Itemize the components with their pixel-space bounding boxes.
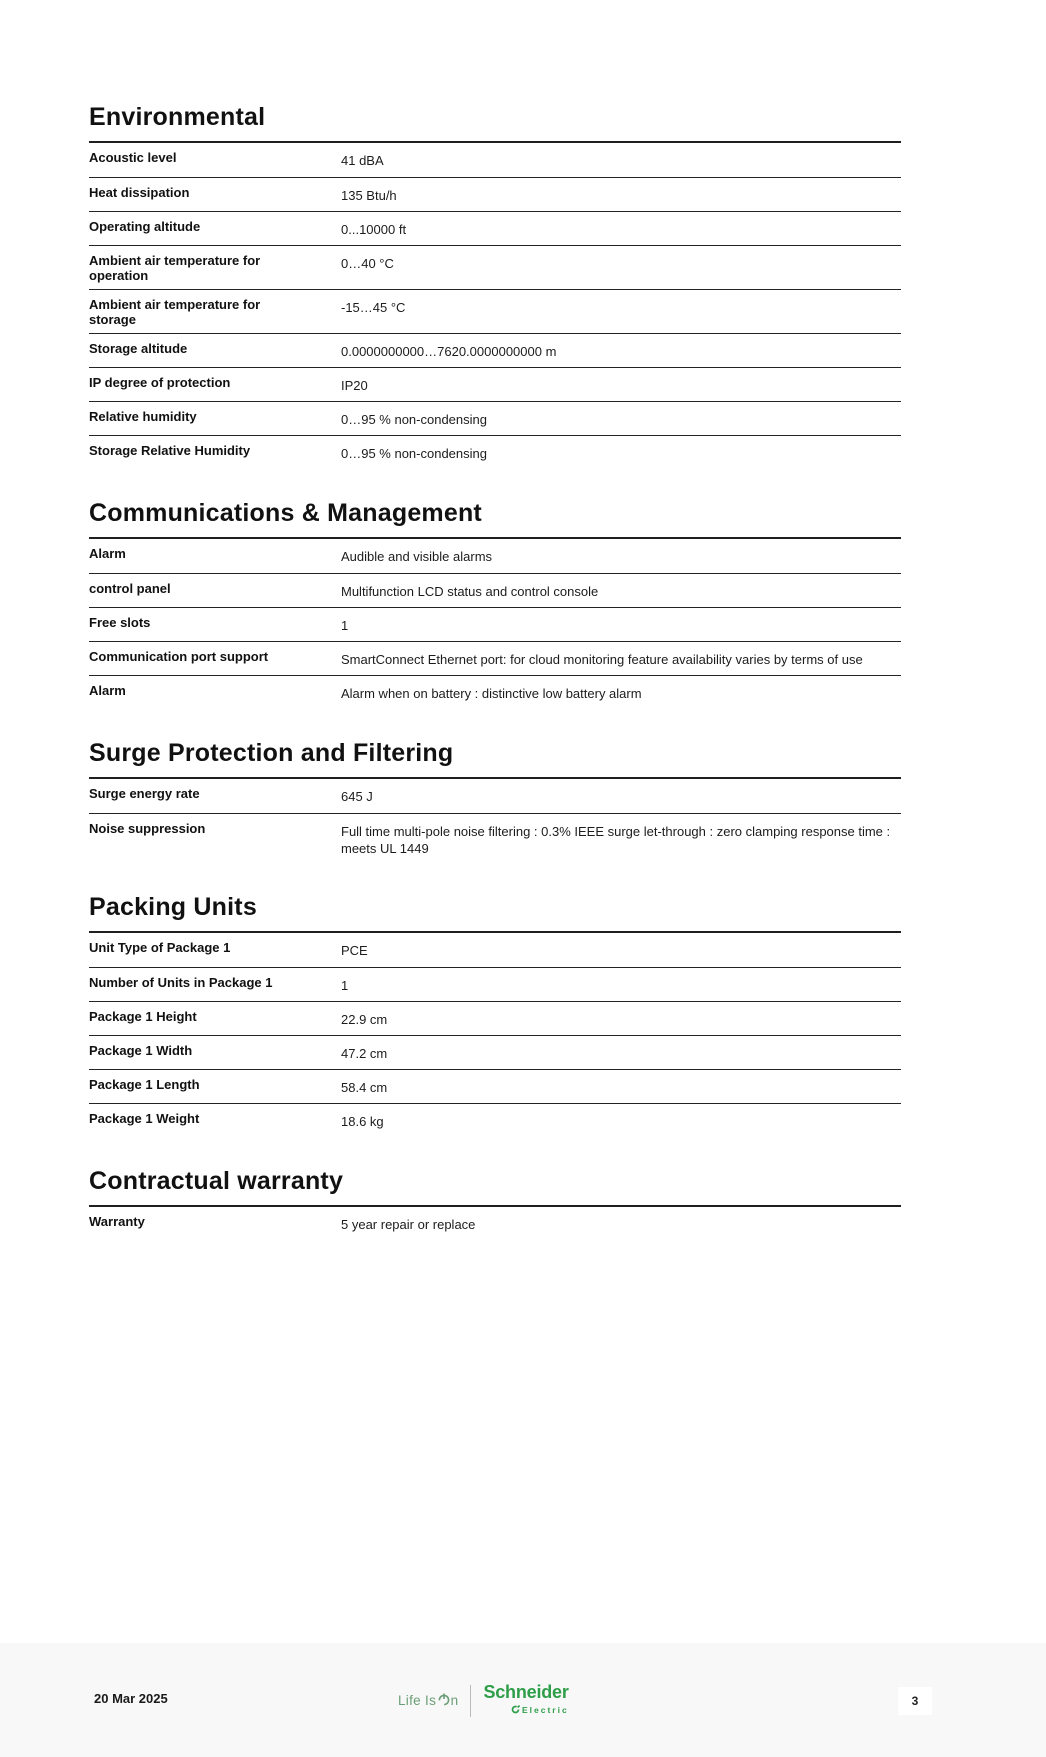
spec-row <box>89 211 901 245</box>
tagline-prefix: Life Is <box>398 1693 437 1708</box>
section <box>89 499 901 709</box>
spec-value: IP20 <box>341 378 368 393</box>
spec-value: 41 dBA <box>341 153 384 168</box>
spec-table <box>89 143 901 469</box>
spec-label: Ambient air temperature for storage <box>89 297 261 327</box>
spec-row <box>89 675 901 709</box>
spec-label: IP degree of protection <box>89 375 231 390</box>
spec-label: Noise suppression <box>89 821 206 836</box>
content <box>89 0 901 1241</box>
tagline-suffix: n <box>450 1693 459 1708</box>
electric-loop-icon <box>511 1702 520 1718</box>
spec-label: Package 1 Width <box>89 1043 193 1058</box>
spec-value: 58.4 cm <box>341 1080 388 1095</box>
spec-label: Acoustic level <box>89 150 177 165</box>
spec-label: Operating altitude <box>89 219 201 234</box>
spec-label: Package 1 Height <box>89 1009 197 1024</box>
spec-label: Ambient air temperature for operation <box>89 253 261 283</box>
brand-name: Schneider <box>483 1682 569 1702</box>
spec-value: 645 J <box>341 789 373 804</box>
section-title: Surge Protection and Filtering <box>89 739 901 779</box>
spec-label: Heat dissipation <box>89 185 190 200</box>
life-is-on-tagline <box>398 1693 458 1709</box>
spec-value: SmartConnect Ethernet port: for cloud monitoring feature availability varies by terms of use <box>341 652 863 667</box>
spec-table <box>89 539 901 709</box>
brand-logo <box>398 1683 569 1718</box>
spec-label: Free slots <box>89 615 151 630</box>
page-number-badge: 3 <box>898 1687 932 1715</box>
spec-value: 135 Btu/h <box>341 188 397 203</box>
spec-row <box>89 1207 901 1241</box>
spec-table <box>89 779 901 863</box>
spec-label: Package 1 Weight <box>89 1111 200 1126</box>
spec-value: 1 <box>341 978 349 993</box>
spec-value: 0…40 °C <box>341 256 394 271</box>
spec-value: Alarm when on battery : distinctive low battery alarm <box>341 686 642 701</box>
spec-value: Audible and visible alarms <box>341 549 493 564</box>
section <box>89 893 901 1137</box>
spec-row <box>89 401 901 435</box>
spec-label: Storage Relative Humidity <box>89 443 251 458</box>
spec-value: 0…95 % non-condensing <box>341 412 487 427</box>
spec-label: Unit Type of Package 1 <box>89 940 231 955</box>
spec-label: Alarm <box>89 546 126 561</box>
spec-value: 0...10000 ft <box>341 222 407 237</box>
section-title: Environmental <box>89 103 901 143</box>
spec-value: 0.0000000000…7620.0000000000 m <box>341 344 557 359</box>
spec-row <box>89 245 901 289</box>
section <box>89 739 901 863</box>
spec-value: Full time multi-pole noise filtering : 0.3% IEEE surge let-through : zero clamping response time : meets UL 1449 <box>341 824 891 856</box>
spec-row <box>89 573 901 607</box>
footer <box>0 1643 1046 1757</box>
spec-value: 18.6 kg <box>341 1114 384 1129</box>
spec-value: PCE <box>341 943 368 958</box>
spec-label: control panel <box>89 581 171 596</box>
spec-row <box>89 641 901 675</box>
spec-row <box>89 779 901 813</box>
spec-label: Surge energy rate <box>89 786 200 801</box>
power-on-icon <box>438 1693 450 1709</box>
spec-row <box>89 607 901 641</box>
spec-label: Communication port support <box>89 649 269 664</box>
spec-row <box>89 933 901 967</box>
spec-label: Warranty <box>89 1214 145 1229</box>
spec-label: Storage altitude <box>89 341 188 356</box>
spec-table <box>89 1207 901 1241</box>
brand-sub: Electric <box>521 1704 569 1715</box>
logo-divider <box>470 1685 471 1717</box>
spec-value: 47.2 cm <box>341 1046 388 1061</box>
spec-label: Number of Units in Package 1 <box>89 975 273 990</box>
spec-value: 0…95 % non-condensing <box>341 446 487 461</box>
spec-row <box>89 333 901 367</box>
section <box>89 103 901 469</box>
section-title: Packing Units <box>89 893 901 933</box>
section-title: Contractual warranty <box>89 1167 901 1207</box>
spec-row <box>89 177 901 211</box>
spec-label: Package 1 Length <box>89 1077 200 1092</box>
spec-row <box>89 143 901 177</box>
spec-label: Alarm <box>89 683 126 698</box>
spec-row <box>89 1103 901 1137</box>
spec-table <box>89 933 901 1137</box>
schneider-wordmark <box>483 1683 568 1718</box>
footer-date: 20 Mar 2025 <box>94 1691 168 1706</box>
spec-row <box>89 813 901 863</box>
spec-row <box>89 967 901 1001</box>
spec-label: Relative humidity <box>89 409 197 424</box>
spec-row <box>89 435 901 469</box>
spec-row <box>89 367 901 401</box>
spec-row <box>89 1069 901 1103</box>
spec-row <box>89 289 901 333</box>
spec-row <box>89 539 901 573</box>
section-title: Communications & Management <box>89 499 901 539</box>
spec-value: 22.9 cm <box>341 1012 388 1027</box>
spec-value: -15…45 °C <box>341 300 406 315</box>
spec-value: 1 <box>341 618 349 633</box>
spec-row <box>89 1035 901 1069</box>
section <box>89 1167 901 1241</box>
spec-row <box>89 1001 901 1035</box>
spec-value: Multifunction LCD status and control console <box>341 584 599 599</box>
spec-value: 5 year repair or replace <box>341 1217 476 1232</box>
